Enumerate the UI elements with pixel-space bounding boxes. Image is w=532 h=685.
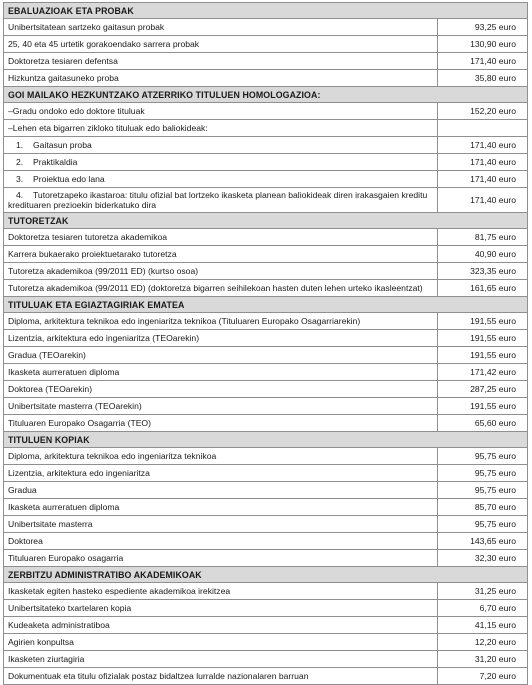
table-row xyxy=(4,499,528,516)
fee-price: 171,40 euro xyxy=(438,53,528,70)
fee-price: 152,20 euro xyxy=(438,103,528,120)
section-title: EBALUAZIOAK ETA PROBAK xyxy=(4,3,528,19)
section-header-row xyxy=(4,432,528,448)
fee-item-label: Unibertsitatean sartzeko gaitasun probak xyxy=(8,22,165,32)
fee-price: 93,25 euro xyxy=(438,19,528,36)
table-row xyxy=(4,330,528,347)
fee-price: 191,55 euro xyxy=(438,398,528,415)
table-row xyxy=(4,668,528,685)
fee-item-label: Doktorea xyxy=(8,536,43,546)
fee-price: 41,15 euro xyxy=(438,617,528,634)
fee-item-label: Unibertsitate masterra (TEOarekin) xyxy=(8,401,142,411)
fee-item-label: –Gradu ondoko edo doktore tituluak xyxy=(8,106,145,116)
fee-item-cell xyxy=(4,448,438,465)
fee-item-label: Hizkuntza gaitasuneko proba xyxy=(8,73,119,83)
fee-item-cell xyxy=(4,263,438,280)
fee-item-cell xyxy=(4,347,438,364)
fee-price: 191,55 euro xyxy=(438,347,528,364)
item-number: 4. xyxy=(16,190,24,200)
fee-item-cell xyxy=(4,36,438,53)
fee-item-label: Lizentzia, arkitektura edo ingeniaritza (TEOarekin) xyxy=(8,333,200,343)
fee-item-cell xyxy=(4,188,438,213)
table-row xyxy=(4,600,528,617)
fee-item-cell xyxy=(4,137,438,154)
section-header-row xyxy=(4,3,528,19)
table-row xyxy=(4,550,528,567)
fee-item-label: Tutoretza akademikoa (99/2011 ED) (doktoretza bigarren seihilekoan hasten duten lehen urteko ikasleentzat) xyxy=(8,283,423,293)
table-row xyxy=(4,583,528,600)
section-header-row xyxy=(4,213,528,229)
fee-item-label: Gaitasun proba xyxy=(33,140,92,150)
section-title: ZERBITZU ADMINISTRATIBO AKADEMIKOAK xyxy=(4,567,528,583)
fee-item-cell xyxy=(4,171,438,188)
item-number: 1. xyxy=(16,140,24,150)
fee-item-label: Proiektua edo lana xyxy=(33,174,105,184)
table-row xyxy=(4,381,528,398)
table-row xyxy=(4,482,528,499)
fee-price: 95,75 euro xyxy=(438,482,528,499)
fee-item-label: Unibertsitateko txartelaren kopia xyxy=(8,603,132,613)
fee-item-cell xyxy=(4,583,438,600)
fee-price: 143,65 euro xyxy=(438,533,528,550)
fee-item-cell xyxy=(4,103,438,120)
table-row xyxy=(4,617,528,634)
fee-item-cell xyxy=(4,499,438,516)
fee-price: 171,40 euro xyxy=(438,137,528,154)
fee-item-label: Dokumentuak eta titulu ofizialak postaz bidaltzea lurralde nazionalaren barruan xyxy=(8,671,309,681)
fee-item-label: Doktoretza tesiaren defentsa xyxy=(8,56,118,66)
section-title: GOI MAILAKO HEZKUNTZAKO ATZERRIKO TITULUEN HOMOLOGAZIOA: xyxy=(4,87,528,103)
table-row xyxy=(4,448,528,465)
table-row xyxy=(4,137,528,154)
fee-item-cell xyxy=(4,398,438,415)
table-row xyxy=(4,53,528,70)
table-row xyxy=(4,347,528,364)
table-row xyxy=(4,229,528,246)
table-row xyxy=(4,651,528,668)
fee-table-container xyxy=(3,2,527,685)
fee-item-label: Tituluaren Europako Osagarria (TEO) xyxy=(8,418,151,428)
table-row xyxy=(4,70,528,87)
fee-item-cell xyxy=(4,550,438,567)
fee-price: 81,75 euro xyxy=(438,229,528,246)
section-title: TITULUEN KOPIAK xyxy=(4,432,528,448)
fee-item-cell xyxy=(4,280,438,297)
fee-price: 40,90 euro xyxy=(438,246,528,263)
fee-item-cell xyxy=(4,19,438,36)
fee-item-label: Doktorea (TEOarekin) xyxy=(8,384,93,394)
fee-price: 130,90 euro xyxy=(438,36,528,53)
fee-item-cell xyxy=(4,634,438,651)
fee-price: 31,25 euro xyxy=(438,583,528,600)
fee-price: 287,25 euro xyxy=(438,381,528,398)
fee-price: 171,42 euro xyxy=(438,364,528,381)
fee-item-label: Tutoretzapeko ikastaroa: titulu ofizial bat lortzeko ikasketa planean baliokideak diren irakasgaien kreditu kredituaren prezioekin biderkatuko dira xyxy=(8,190,428,210)
fee-price: 7,20 euro xyxy=(438,668,528,685)
fee-price: 161,65 euro xyxy=(438,280,528,297)
fee-item-cell xyxy=(4,53,438,70)
fee-item-cell xyxy=(4,668,438,685)
fee-item-label: –Lehen eta bigarren zikloko tituluak edo baliokideak: xyxy=(8,123,208,133)
table-row xyxy=(4,263,528,280)
fee-item-label: Ikasketen ziurtagiria xyxy=(8,654,85,664)
fee-price: 95,75 euro xyxy=(438,465,528,482)
fee-item-cell xyxy=(4,246,438,263)
table-row xyxy=(4,36,528,53)
fee-price: 6,70 euro xyxy=(438,600,528,617)
table-row xyxy=(4,19,528,36)
fee-item-cell xyxy=(4,120,438,137)
fee-table xyxy=(3,2,528,685)
fee-price: 31,20 euro xyxy=(438,651,528,668)
fee-item-label: Lizentzia, arkitektura edo ingeniaritza xyxy=(8,468,150,478)
fee-item-cell xyxy=(4,364,438,381)
fee-price: 95,75 euro xyxy=(438,448,528,465)
table-row xyxy=(4,415,528,432)
section-title: TITULUAK ETA EGIAZTAGIRIAK EMATEA xyxy=(4,297,528,313)
fee-price: 65,60 euro xyxy=(438,415,528,432)
table-row xyxy=(4,188,528,213)
fee-item-label: Doktoretza tesiaren tutoretza akademikoa xyxy=(8,232,168,242)
fee-item-label: Ikasketa aurreratuen diploma xyxy=(8,502,120,512)
fee-item-cell xyxy=(4,70,438,87)
fee-price: 323,35 euro xyxy=(438,263,528,280)
table-row xyxy=(4,280,528,297)
fee-item-cell xyxy=(4,533,438,550)
fee-item-cell xyxy=(4,516,438,533)
table-row xyxy=(4,634,528,651)
fee-price: 95,75 euro xyxy=(438,516,528,533)
table-row xyxy=(4,103,528,120)
fee-item-cell xyxy=(4,651,438,668)
fee-item-label: 25, 40 eta 45 urtetik gorakoendako sarrera probak xyxy=(8,39,200,49)
fee-item-cell xyxy=(4,415,438,432)
fee-price: 85,70 euro xyxy=(438,499,528,516)
fee-item-label: Gradua xyxy=(8,485,37,495)
fee-item-cell xyxy=(4,229,438,246)
fee-item-label: Tituluaren Europako osagarria xyxy=(8,553,124,563)
table-row xyxy=(4,364,528,381)
fee-item-cell xyxy=(4,154,438,171)
fee-item-label: Tutoretza akademikoa (99/2011 ED) (kurtso osoa) xyxy=(8,266,199,276)
table-row xyxy=(4,171,528,188)
table-row xyxy=(4,533,528,550)
item-number: 3. xyxy=(16,174,24,184)
fee-price: 35,80 euro xyxy=(438,70,528,87)
item-number: 2. xyxy=(16,157,24,167)
section-header-row xyxy=(4,567,528,583)
fee-price: 191,55 euro xyxy=(438,313,528,330)
fee-price: 191,55 euro xyxy=(438,330,528,347)
fee-table-body xyxy=(4,3,528,685)
fee-price: 171,40 euro xyxy=(438,171,528,188)
fee-item-cell xyxy=(4,330,438,347)
fee-item-cell xyxy=(4,617,438,634)
table-row xyxy=(4,313,528,330)
table-row xyxy=(4,465,528,482)
fee-item-cell xyxy=(4,313,438,330)
fee-item-label: Kudeaketa administratiboa xyxy=(8,620,110,630)
fee-item-label: Unibertsitate masterra xyxy=(8,519,93,529)
fee-item-cell xyxy=(4,381,438,398)
fee-price: 32,30 euro xyxy=(438,550,528,567)
table-row xyxy=(4,398,528,415)
table-row xyxy=(4,516,528,533)
section-title: TUTORETZAK xyxy=(4,213,528,229)
fee-item-label: Diploma, arkitektura teknikoa edo ingeniaritza teknikoa xyxy=(8,451,217,461)
fee-item-label: Ikasketak egiten hasteko espediente akademikoa irekitzea xyxy=(8,586,231,596)
section-header-row xyxy=(4,87,528,103)
table-row xyxy=(4,246,528,263)
section-header-row xyxy=(4,297,528,313)
fee-item-label: Praktikaldia xyxy=(33,157,78,167)
fee-item-label: Diploma, arkitektura teknikoa edo ingeniaritza teknikoa (Tituluaren Europako Osagarriarekin) xyxy=(8,316,361,326)
table-row xyxy=(4,120,528,137)
fee-item-cell xyxy=(4,600,438,617)
fee-price: 171,40 euro xyxy=(438,154,528,171)
fee-item-cell xyxy=(4,482,438,499)
fee-item-label: Agirien konpultsa xyxy=(8,637,74,647)
fee-item-cell xyxy=(4,465,438,482)
fee-price: 12,20 euro xyxy=(438,634,528,651)
table-row xyxy=(4,154,528,171)
fee-item-label: Gradua (TEOarekin) xyxy=(8,350,86,360)
fee-item-label: Karrera bukaerako proiektuetarako tutoretza xyxy=(8,249,177,259)
fee-price xyxy=(438,120,528,137)
fee-price: 171,40 euro xyxy=(438,188,528,213)
fee-item-label: Ikasketa aurreratuen diploma xyxy=(8,367,120,377)
